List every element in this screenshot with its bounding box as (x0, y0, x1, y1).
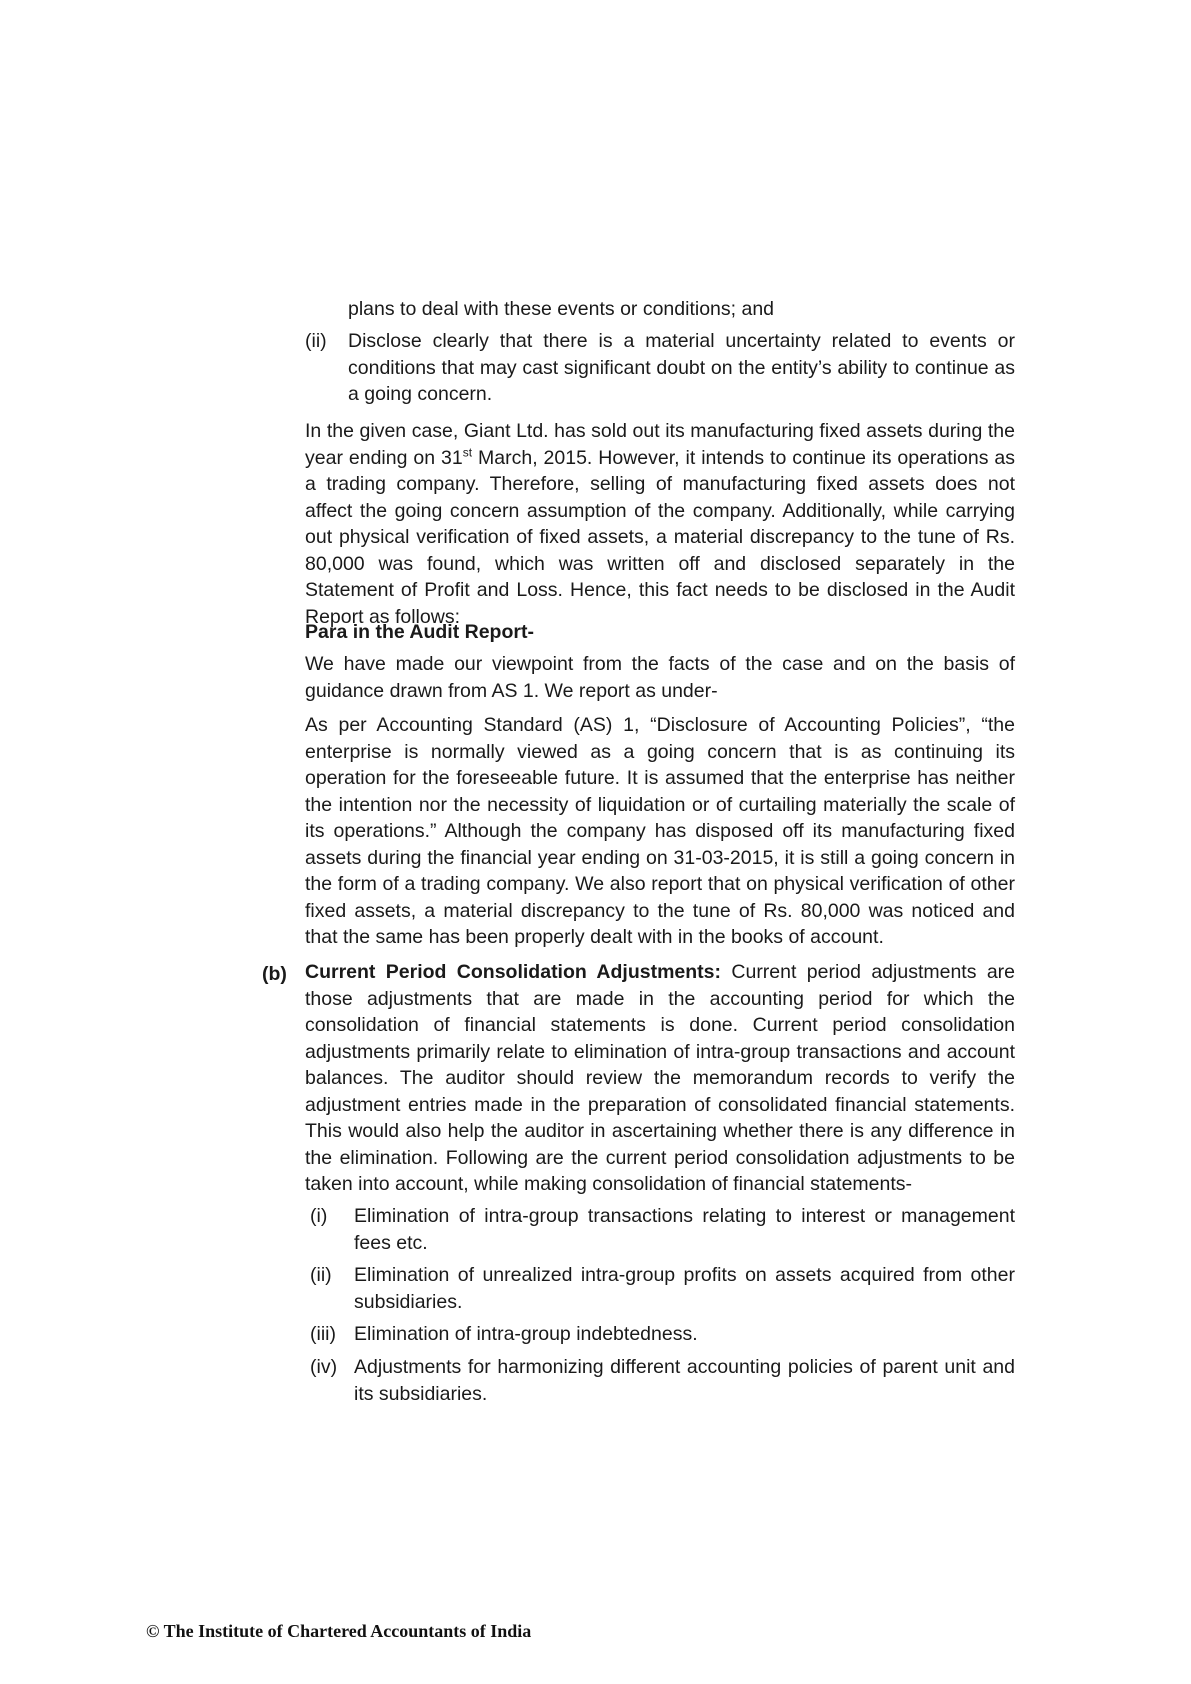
list-marker: (i) (310, 1205, 328, 1227)
continuation-line: plans to deal with these events or conditions; and (348, 298, 775, 320)
superscript: st (462, 445, 473, 459)
list-marker: (iv) (310, 1356, 338, 1378)
list-marker: (ii) (305, 330, 327, 352)
paragraph-text: In the given case, Giant Ltd. has sold out its manufacturing fixed assets during the year ending on 31 (305, 420, 1015, 469)
list-item (310, 1321, 1015, 1348)
section-b-heading: Current Period Consolidation Adjustments: (305, 961, 722, 983)
audit-report-heading: Para in the Audit Report- (305, 621, 534, 643)
section-b-text: Current period adjustments are those adjustments that are made in the accounting period for which the consolidation of financial statements is done. Current period consolidation adjustments primarily relate to elimination of intra-group transactions and account balances. The auditor should review the memorandum records to verify the adjustment entries made in the preparation of consolidated financial statements. This would also help the auditor in ascertaining whether there is any difference in the elimination. Following are the current period consolidation adjustments to be taken into account, while making consolidation of financial statements- (305, 961, 1015, 1195)
list-item-text: Elimination of intra-group transactions relating to interest or management fees etc. (354, 1205, 1015, 1254)
paragraph-as1: As per Accounting Standard (AS) 1, “Disclosure of Accounting Policies”, “the enterprise is normally viewed as a going concern that is as continuing its operation for the foreseeable future. It is assumed that the enterprise has neither the intention nor the necessity of liquidation or of curtailing materially the scale of its operations.” Although the company has disposed off its manufacturing fixed assets during the financial year ending on 31-03-2015, it is still a going concern in the form of a trading company. We also report that on physical verification of other fixed assets, a material discrepancy to the tune of Rs. 80,000 was noticed and that the same has been properly dealt with in the books of account. (305, 714, 1015, 948)
list-item-text: Elimination of intra-group indebtedness. (354, 1323, 698, 1345)
list-item (310, 1354, 1015, 1407)
section-b-marker: (b) (262, 963, 287, 985)
list-marker: (iii) (310, 1323, 336, 1345)
list-item (310, 1262, 1015, 1315)
copyright-footer: © The Institute of Chartered Accountants of India (146, 1621, 532, 1641)
list-item-text: Adjustments for harmonizing different accounting policies of parent unit and its subsidiaries. (354, 1356, 1015, 1405)
list-marker: (ii) (310, 1264, 332, 1286)
list-item-text: Elimination of unrealized intra-group profits on assets acquired from other subsidiaries. (354, 1264, 1015, 1313)
list-item-ii (305, 328, 1015, 408)
paragraph-given-case (305, 418, 1015, 630)
list-item (310, 1203, 1015, 1256)
list-item-text: Disclose clearly that there is a material uncertainty related to events or conditions that may cast significant doubt on the entity’s ability to continue as a going concern. (348, 330, 1015, 405)
paragraph-viewpoint: We have made our viewpoint from the facts of the case and on the basis of guidance drawn from AS 1. We report as under- (305, 653, 1015, 702)
paragraph-text-rest: March, 2015. However, it intends to continue its operations as a trading company. Therefore, selling of manufacturing fixed assets does not affect the going concern assumption of the company. Additionally, while carrying out physical verification of fixed assets, a material discrepancy to the tune of Rs. 80,000 was found, which was written off and disclosed separately in the Statement of Profit and Loss. Hence, this fact needs to be disclosed in the Audit Report as follows: (305, 446, 1015, 628)
section-b-paragraph (305, 959, 1015, 1198)
